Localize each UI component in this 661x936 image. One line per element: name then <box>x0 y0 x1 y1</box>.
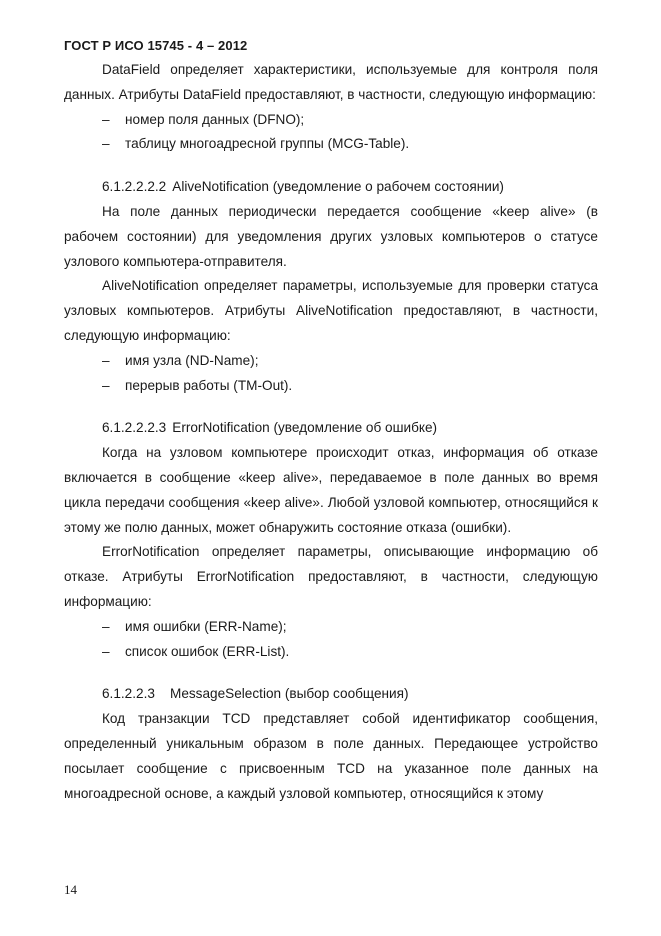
standard-header: ГОСТ Р ИСО 15745 - 4 – 2012 <box>64 38 248 53</box>
list-item <box>64 349 598 374</box>
list-item <box>64 108 598 133</box>
list-dash: – <box>102 618 110 634</box>
list-item-text: таблицу многоадресной группы (MCG-Table). <box>125 136 410 152</box>
list-item-text: перерыв работы (TM-Out). <box>125 377 293 393</box>
list-item <box>64 132 598 157</box>
section-gap <box>64 664 598 682</box>
list-dash: – <box>102 643 110 659</box>
list-dash: – <box>102 377 110 393</box>
section-gap <box>64 398 598 416</box>
paragraph-keep-alive: На поле данных периодически передается сообщение «keep alive» (в рабочем состоянии) для уведомления других узловых компьютеров о статусе узлового компьютера-отправителя. <box>64 203 598 269</box>
list-item-text: список ошибок (ERR-List). <box>125 643 290 659</box>
section-heading-error <box>64 416 598 441</box>
paragraph-error-notification: ErrorNotification определяет параметры, описывающие информацию об отказе. Атрибуты ErrorNotification предоставляют, в частности, следующую информацию: <box>64 544 598 609</box>
paragraph-tcd: Код транзакции TCD представляет собой идентификатор сообщения, определенный уникальным образом в поле данных. Передающее устройство посылает сообщение с присвоенным TCD на указанное поле данных на многоадресной основе, а каждый узловой компьютер, относящийся к этому <box>64 711 598 801</box>
section-number: 6.1.2.2.3 <box>102 686 155 702</box>
list-item <box>64 374 598 399</box>
paragraph-datafield: DataField определяет характеристики, используемые для контроля поля данных. Атрибуты DataField предоставляют, в частности, следующую информацию: <box>64 62 598 102</box>
list-dash: – <box>102 352 110 368</box>
section-heading-message-selection <box>64 682 598 707</box>
page-body <box>64 58 598 806</box>
paragraph-alive-notification: AliveNotification определяет параметры, используемые для проверки статуса узловых компьютеров. Атрибуты AliveNotification предоставляют, в частности, следующую информацию: <box>64 278 598 343</box>
page-number: 14 <box>64 882 77 897</box>
list-item <box>64 615 598 640</box>
list-item-text: номер поля данных (DFNO); <box>125 111 305 127</box>
section-number: 6.1.2.2.2.2 <box>102 179 167 195</box>
section-heading-alive <box>64 175 598 200</box>
paragraph-failure: Когда на узловом компьютере происходит отказ, информация об отказе включается в сообщение «keep alive», передаваемое в поле данных во время цикла передачи сообщения «keep alive». Любой узловой компьютер, относящийся к этому же полю данных, может обнаружить состояние отказа (ошибки). <box>64 445 598 535</box>
list-item-text: имя узла (ND-Name); <box>125 352 259 368</box>
list-item <box>64 640 598 665</box>
section-gap <box>64 157 598 175</box>
section-number: 6.1.2.2.2.3 <box>102 420 167 436</box>
list-dash: – <box>102 111 110 127</box>
section-title: ErrorNotification (уведомление об ошибке) <box>172 420 438 436</box>
list-dash: – <box>102 136 110 152</box>
section-title: MessageSelection (выбор сообщения) <box>170 686 409 702</box>
list-item-text: имя ошибки (ERR-Name); <box>125 618 287 634</box>
section-title: AliveNotification (уведомление о рабочем состоянии) <box>172 179 504 195</box>
